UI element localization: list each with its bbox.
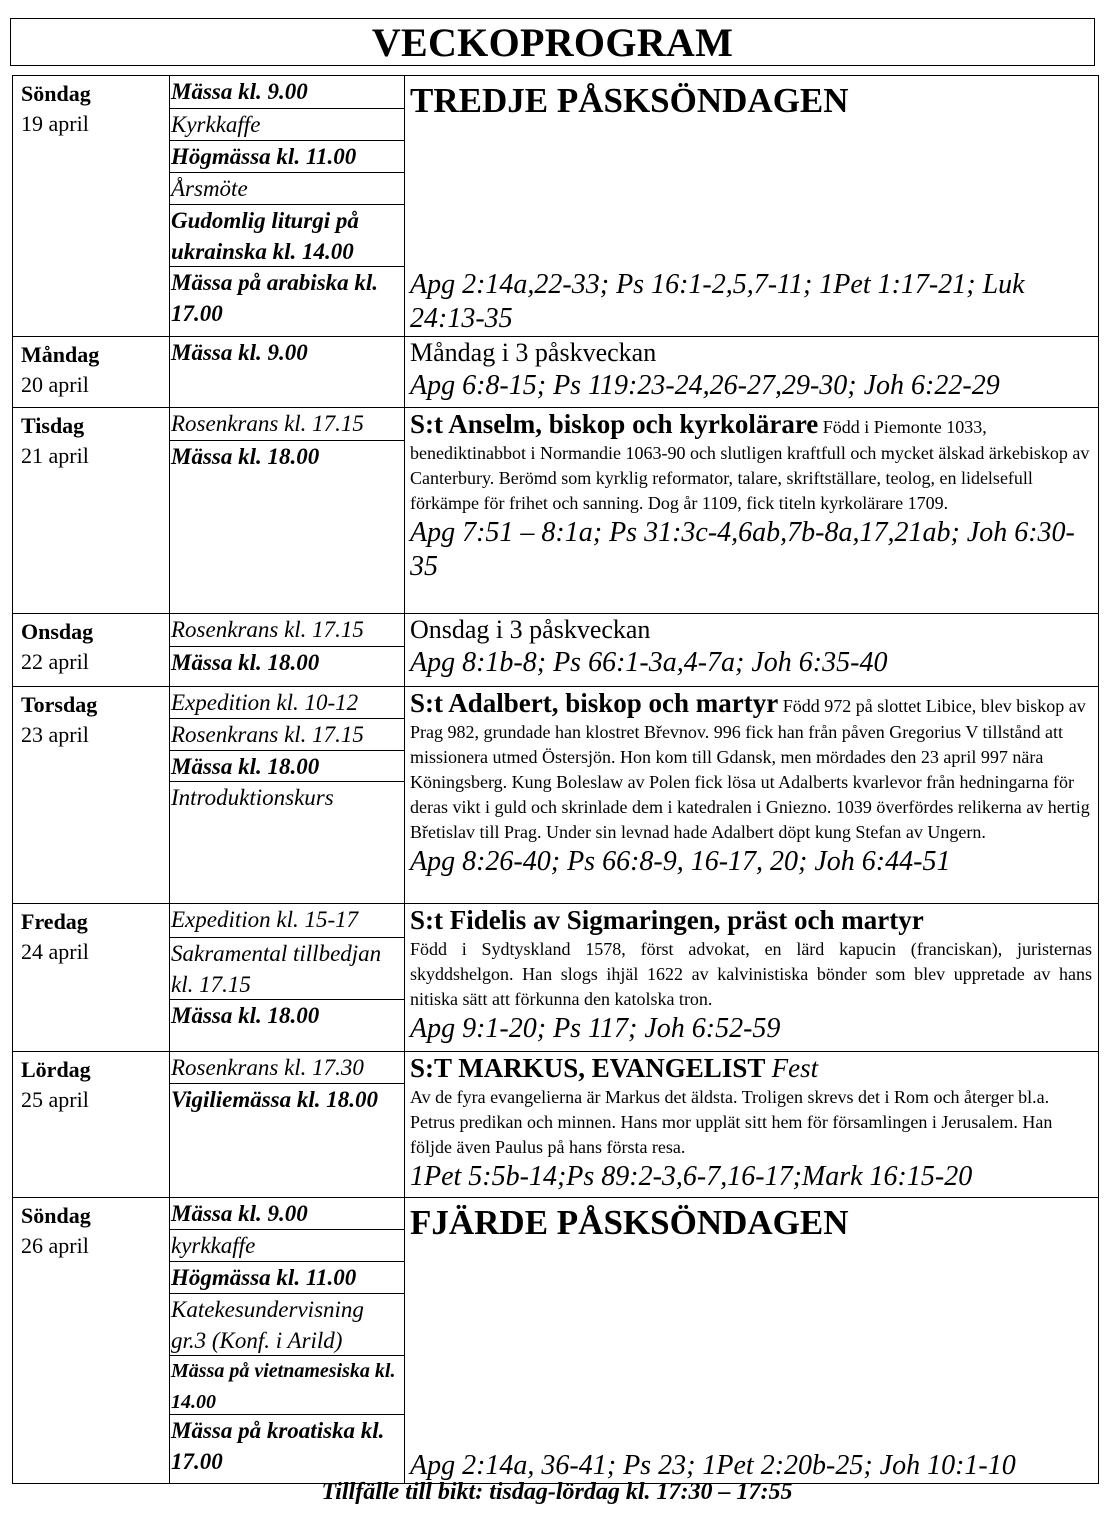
liturgy-cell [405, 1052, 1099, 1198]
readings: Apg 8:26-40; Ps 66:8-9, 16-17, 20; Joh 6:44-51 [410, 846, 951, 877]
feast-title: TREDJE PÅSKSÖNDAGEN [410, 81, 849, 120]
day-date: 21 april [21, 443, 89, 468]
activity-item: Mässa kl. 18.00 [171, 1003, 320, 1028]
liturgy-cell [405, 408, 1099, 614]
activity-item: Rosenkrans kl. 17.15 [170, 614, 404, 647]
day-cell [13, 76, 170, 337]
activity-item: Mässa kl. 9.00 [171, 340, 308, 365]
day-cell [13, 1198, 170, 1484]
activity-item: Rosenkrans kl. 17.30 [170, 1052, 404, 1084]
day-row [13, 904, 1099, 1052]
liturgy-cell [405, 904, 1099, 1052]
activities-cell [170, 687, 405, 904]
day-date: 20 april [21, 372, 89, 397]
saint-bio: Född 972 på slottet Libice, blev biskop av Prag 982, grundade han klostret Břevnov. 996 fick han från påven Gregorius V tillstånd att missionera utmed Östersjön. Hon kom till Gdansk, men mördades den 23 april 997 nära Köningsberg. Kung Boleslaw av Polen fick lösa ut Adalberts kvarlevor från hedningarna för deras vikt i guld och skrinlade dem i katedralen i Gniezno. 1039 överfördes relikerna av hertig Břetislav till Prag. Under sin levnad hade Adalbert döpt kung Stefan av Ungern. [410, 696, 1090, 842]
day-cell [13, 408, 170, 614]
activities-cell [170, 614, 405, 687]
activity-item: Mässa på vietnamesiska kl. 14.00 [170, 1356, 404, 1415]
activity-item: Mässa kl. 9.00 [170, 76, 404, 109]
activity-item: Vigiliemässa kl. 18.00 [171, 1087, 379, 1112]
title-box [10, 18, 1095, 66]
day-name: Fredag [21, 909, 88, 934]
liturgy-cell [405, 614, 1099, 687]
saint-title: S:t Anselm, biskop och kyrkolärare [410, 409, 819, 439]
day-name: Torsdag [21, 692, 98, 717]
feast-title: FJÄRDE PÅSKSÖNDAGEN [410, 1203, 849, 1242]
activity-item: Högmässa kl. 11.00 [170, 1262, 404, 1294]
readings: Apg 2:14a,22-33; Ps 16:1-2,5,7-11; 1Pet 1:17-21; Luk 24:13-35 [410, 269, 1025, 334]
activity-item: Rosenkrans kl. 17.15 [170, 408, 404, 441]
activity-item: Högmässa kl. 11.00 [170, 141, 404, 173]
day-row [13, 687, 1099, 904]
liturgy-cell [405, 76, 1099, 337]
activities-cell [170, 1198, 405, 1484]
confession-note: Tillfälle till bikt: tisdag-lördag kl. 17:30 – 17:55 [321, 1479, 793, 1505]
saint-title: S:T MARKUS, EVANGELIST [410, 1053, 765, 1083]
readings: Apg 6:8-15; Ps 119:23-24,26-27,29-30; Joh 6:22-29 [410, 370, 1000, 401]
day-cell [13, 687, 170, 904]
activity-item: Mässa kl. 18.00 [170, 751, 404, 782]
activity-item: Mässa kl. 9.00 [170, 1198, 404, 1230]
day-cell [13, 1052, 170, 1198]
activities-cell [170, 408, 405, 614]
day-name: Tisdag [21, 413, 85, 438]
activities-cell [170, 337, 405, 408]
day-date: 24 april [21, 939, 89, 964]
day-row [13, 337, 1099, 408]
activity-item: Introduktionskurs [171, 785, 334, 810]
activities-cell [170, 76, 405, 337]
activity-item: Mässa på arabiska kl. 17.00 [171, 270, 379, 326]
activity-item: Katekesundervisning gr.3 (Konf. i Arild) [170, 1294, 404, 1356]
activity-item: Gudomlig liturgi på ukrainska kl. 14.00 [170, 205, 404, 267]
day-row [13, 76, 1099, 337]
liturgy-cell [405, 337, 1099, 408]
page-title: VECKOPROGRAM [371, 20, 734, 65]
day-date: 25 april [21, 1087, 89, 1112]
day-date: 23 april [21, 722, 89, 747]
saint-title: S:t Adalbert, biskop och martyr [410, 688, 779, 718]
day-date: 22 april [21, 649, 89, 674]
feast-title: Måndag i 3 påskveckan [410, 338, 657, 367]
activities-cell [170, 1052, 405, 1198]
saint-bio: Född i Sydtyskland 1578, först advokat, en lärd kapucin (franciskan), juristernas skyddshelgon. Han slogs ihjäl 1622 av kalvinistiska bönder som blev uppretade av hans nitiska sätt att förkunna den katolska tron. [410, 939, 1092, 1009]
day-row [13, 614, 1099, 687]
day-cell [13, 614, 170, 687]
day-name: Söndag [21, 1203, 91, 1228]
saint-bio: Född i Piemonte 1033, benediktinabbot i Normandie 1063-90 och slutligen kraftfull och mycket älskad ärkebiskop av Canterbury. Berömd som kyrklig reformator, talare, skriftställare, teolog, en lidelsefull förkämpe för frihet och sanning. Dog år 1109, fick titeln kyrkolärare 1709. [410, 417, 1090, 513]
activity-item: Kyrkkaffe [170, 109, 404, 141]
readings: Apg 8:1b-8; Ps 66:1-3a,4-7a; Joh 6:35-40 [410, 647, 888, 678]
readings: Apg 2:14a, 36-41; Ps 23; 1Pet 2:20b-25; Joh 10:1-10 [410, 1450, 1016, 1481]
day-name: Onsdag [21, 619, 94, 644]
day-name: Söndag [21, 81, 91, 106]
day-date: 19 april [21, 111, 89, 136]
activity-item: Mässa kl. 18.00 [171, 650, 320, 675]
activity-item: kyrkkaffe [170, 1230, 404, 1262]
feast-title: Onsdag i 3 påskveckan [410, 615, 651, 644]
activity-item: Expedition kl. 10-12 [170, 687, 404, 719]
day-row [13, 1198, 1099, 1484]
day-name: Lördag [21, 1057, 91, 1082]
day-name: Måndag [21, 342, 100, 367]
liturgy-cell [405, 1198, 1099, 1484]
saint-title: S:t Fidelis av Sigmaringen, präst och martyr [410, 905, 924, 935]
activity-item: Expedition kl. 15-17 [170, 904, 404, 938]
day-cell [13, 904, 170, 1052]
readings: 1Pet 5:5b-14;Ps 89:2-3,6-7,16-17;Mark 16:15-20 [410, 1161, 973, 1192]
activity-item: Mässa kl. 18.00 [171, 444, 320, 469]
week-schedule-table [12, 75, 1099, 1484]
readings: Apg 9:1-20; Ps 117; Joh 6:52-59 [410, 1013, 781, 1044]
liturgy-cell [405, 687, 1099, 904]
day-cell [13, 337, 170, 408]
activity-item: Årsmöte [170, 173, 404, 205]
readings: Apg 7:51 – 8:1a; Ps 31:3c-4,6ab,7b-8a,17,21ab; Joh 6:30-35 [410, 517, 1075, 582]
day-row [13, 1052, 1099, 1198]
activity-item: Sakramental tillbedjan kl. 17.15 [170, 938, 404, 1000]
feast-rank: Fest [771, 1053, 819, 1083]
activity-item: Mässa på kroatiska kl. 17.00 [171, 1418, 385, 1474]
activities-cell [170, 904, 405, 1052]
day-date: 26 april [21, 1233, 89, 1258]
day-row [13, 408, 1099, 614]
saint-bio: Av de fyra evangelierna är Markus det äldsta. Troligen skrevs det i Rom och återger bl.a. Petrus predikan och minnen. Hans mor upplät sitt hem för församlingen i Jerusalem. Han följde även Paulus på hans första resa. [410, 1087, 1053, 1157]
activity-item: Rosenkrans kl. 17.15 [170, 719, 404, 751]
